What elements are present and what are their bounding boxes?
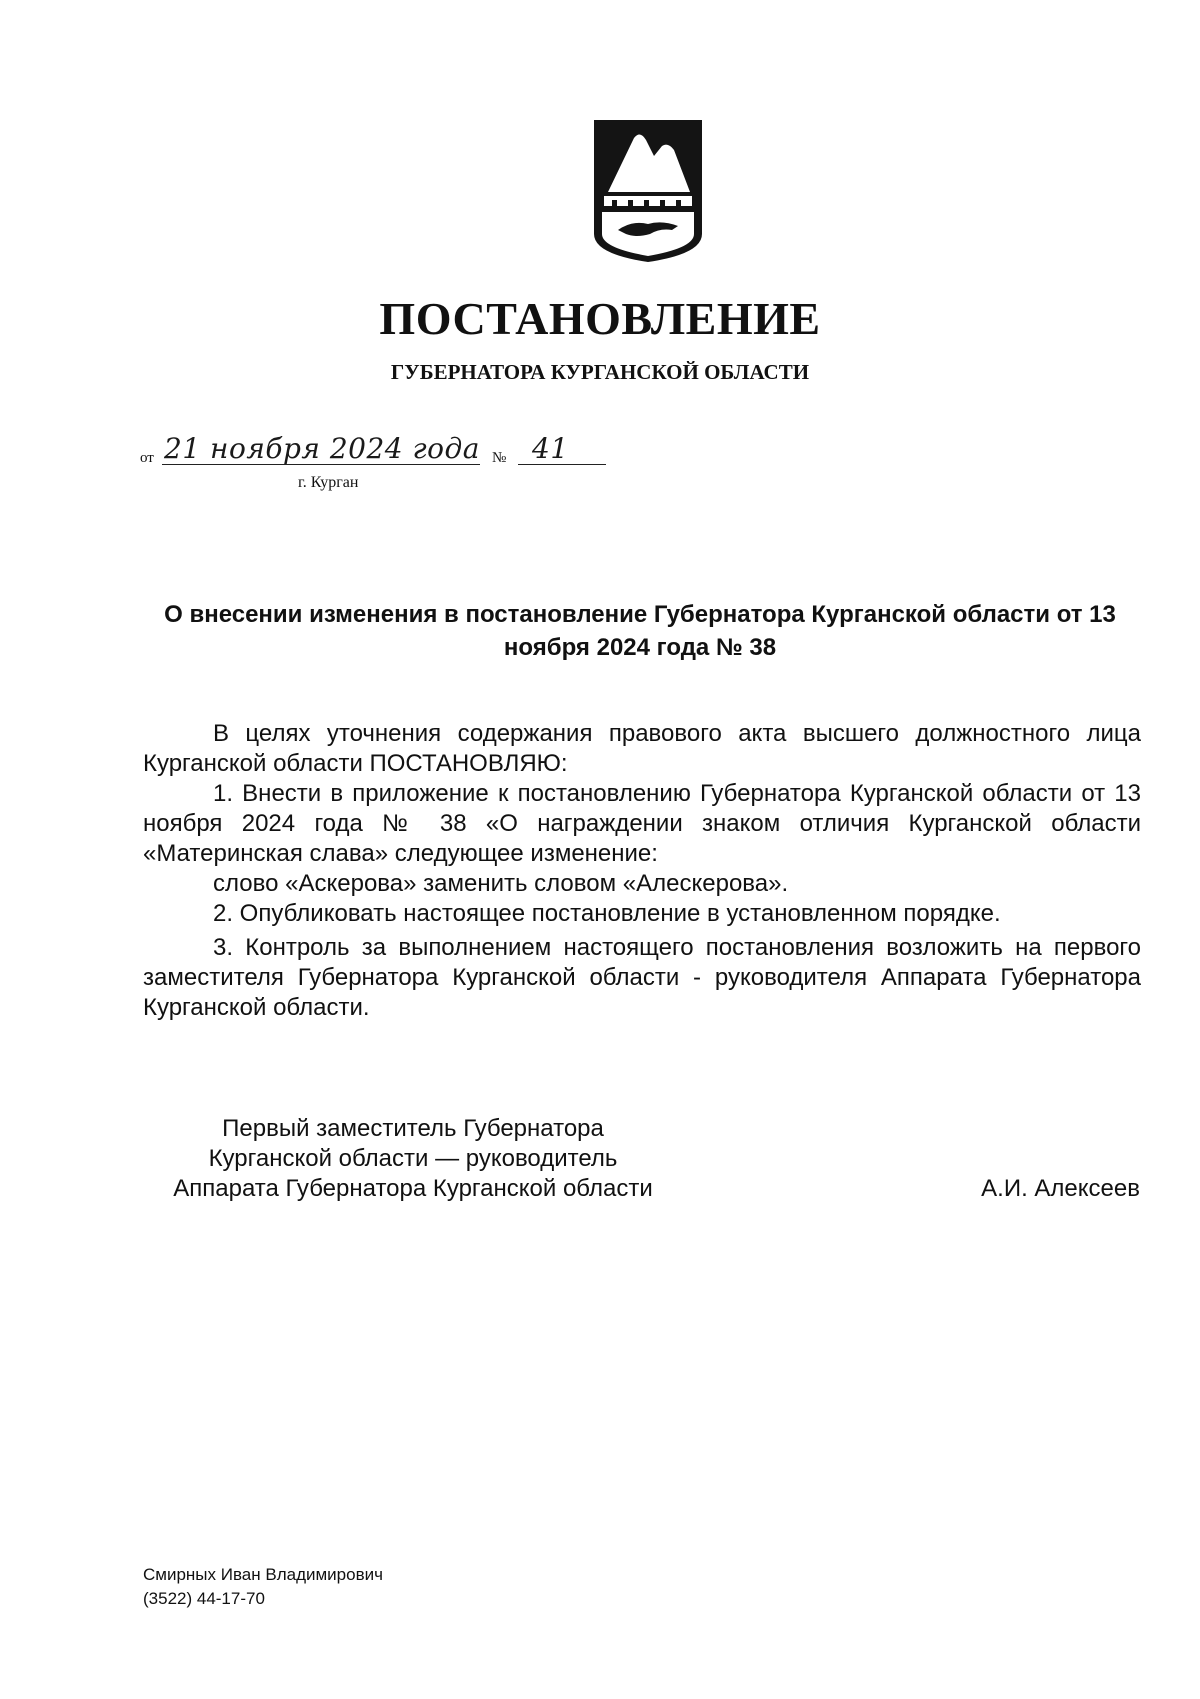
paragraph-item-1-change: слово «Аскерова» заменить словом «Алескерова». (213, 870, 789, 897)
date-number-line (140, 432, 660, 506)
signatory-name: А.И. Алексеев (981, 1175, 1140, 1202)
document-subtitle: ГУБЕРНАТОРА КУРГАНСКОЙ ОБЛАСТИ (390, 360, 810, 384)
executor-phone: (3522) 44-17-70 (143, 1589, 265, 1608)
city: г. Курган (298, 474, 359, 491)
date-prefix: от (140, 450, 154, 466)
signatory-position (143, 1114, 683, 1204)
signatory-position-line-2: Курганской области — руководитель (208, 1145, 618, 1172)
paragraph-item-3: 3. Контроль за выполнением настоящего постановления возложить на первого заместителя Губернатора Курганской области - руководителя Аппарата Губернатора Курганской области. (143, 934, 1141, 1021)
number-label: № (492, 450, 507, 466)
document-title: ПОСТАНОВЛЕНИЕ (379, 293, 821, 344)
handwritten-number: 41 (532, 432, 569, 465)
signatory-position-line-3: Аппарата Губернатора Курганской области (173, 1175, 653, 1202)
executor-name: Смирных Иван Владимирович (143, 1565, 383, 1584)
signatory-position-line-1: Первый заместитель Губернатора (222, 1115, 604, 1142)
handwritten-date: 21 ноября 2024 года (164, 432, 480, 465)
document-heading: О внесении изменения в постановление Губернатора Курганской области от 13 ноября 2024 года № 38 (164, 601, 1116, 661)
coat-of-arms-icon (588, 116, 708, 266)
paragraph-item-2: 2. Опубликовать настоящее постановление в установленном порядке. (213, 900, 1001, 927)
document-body (143, 719, 1141, 1023)
paragraph-item-1: 1. Внести в приложение к постановлению Губернатора Курганской области от 13 ноября 2024 года № 38 «О награждении знаком отличия Курганской области «Материнская слава» следующее изменение: (143, 780, 1141, 867)
executor-info (143, 1563, 383, 1611)
paragraph-intro: В целях уточнения содержания правового акта высшего должностного лица Курганской области ПОСТАНОВЛЯЮ: (143, 720, 1141, 777)
